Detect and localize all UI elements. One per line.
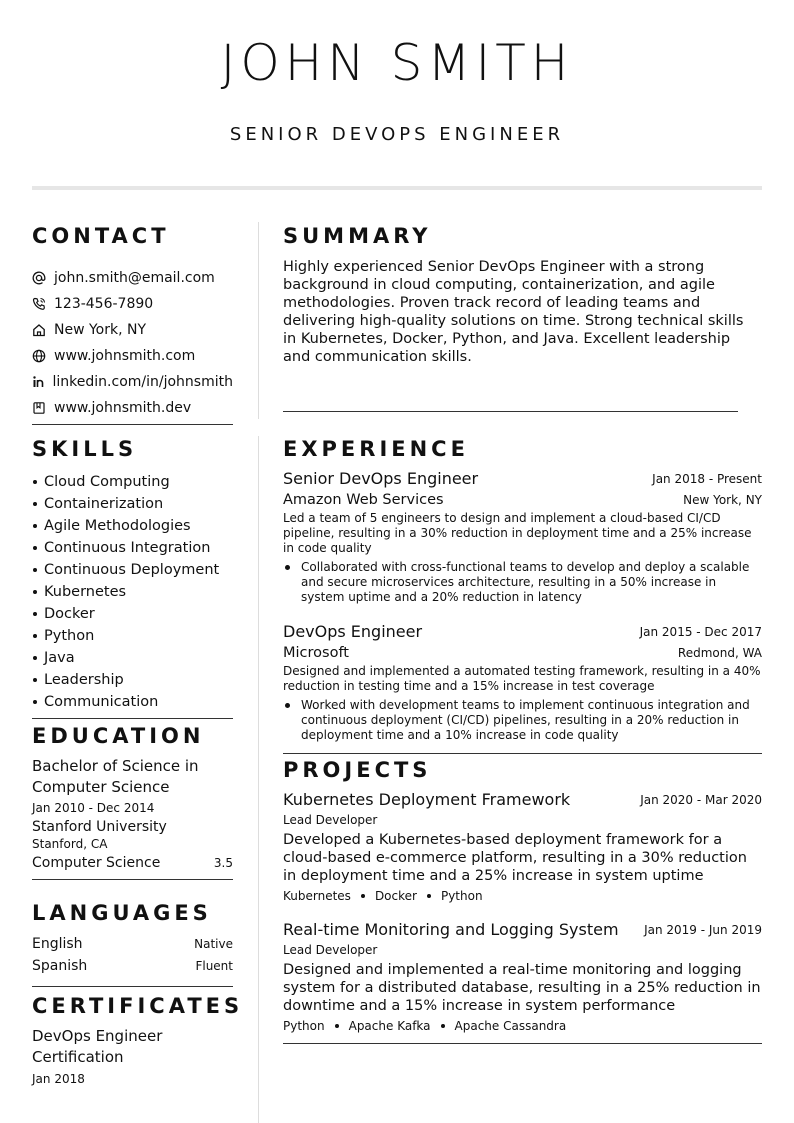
- language-row: [32, 933, 233, 955]
- section-heading: SUMMARY: [283, 224, 432, 248]
- summary-text: Highly experienced Senior DevOps Engineer with a strong background in cloud computing, containerization, and agile methodologies. Proven track record of leading teams and delivering high-quality solutions on time. Strong technical skills in Kubernetes, Docker, Python, and Java. Excellent leadership and communication skills.: [283, 259, 744, 365]
- project-entry: [283, 920, 762, 1033]
- bullet-icon: [33, 656, 37, 660]
- section-divider: [283, 411, 738, 412]
- project-tag: Docker: [374, 889, 417, 903]
- bullet-icon: [33, 480, 37, 484]
- home-icon: [32, 323, 54, 337]
- bullet-icon: [33, 524, 37, 528]
- skill-item: [32, 537, 233, 559]
- job-bullet: [283, 698, 762, 743]
- skill-label: Kubernetes: [44, 584, 127, 600]
- job-header: [283, 469, 762, 488]
- contact-text: www.johnsmith.com: [54, 348, 196, 364]
- project-description: Designed and implemented a real-time monitoring and logging system for a distributed database, resulting in a 25% reduction in downtime and a 15% increase in system performance: [283, 962, 761, 1014]
- section-divider: [32, 424, 233, 425]
- language-name: English: [32, 936, 83, 952]
- skill-label: Continuous Integration: [44, 540, 211, 556]
- contact-location: [32, 317, 233, 343]
- skill-item: [32, 471, 233, 493]
- job-header: [283, 622, 762, 641]
- skill-item: [32, 581, 233, 603]
- field-of-study: Computer Science: [32, 855, 161, 871]
- education-section: [32, 724, 233, 880]
- degree: Bachelor of Science in Computer Science: [32, 757, 199, 796]
- phone-icon: [32, 297, 54, 311]
- job-entry: [283, 622, 762, 743]
- skill-label: Docker: [44, 606, 95, 622]
- project-tag: Python: [440, 889, 483, 903]
- job-dates: Jan 2018 - Present: [652, 471, 762, 486]
- section-divider: [32, 718, 233, 719]
- section-heading: LANGUAGES: [32, 901, 212, 925]
- candidate-name: JOHN SMITH: [220, 34, 574, 92]
- project-role: Lead Developer: [283, 813, 378, 827]
- contact-text: john.smith@email.com: [54, 270, 215, 286]
- job-dates: Jan 2015 - Dec 2017: [639, 624, 762, 639]
- certificate-date: Jan 2018: [32, 1072, 85, 1086]
- project-header: [283, 920, 762, 939]
- bullet-icon: [33, 678, 37, 682]
- linkedin-icon: [32, 375, 53, 389]
- column-divider-top: [258, 222, 259, 419]
- section-divider: [283, 1043, 762, 1044]
- contact-website[interactable]: [32, 343, 233, 369]
- job-title: SENIOR DEVOPS ENGINEER: [229, 124, 565, 145]
- job-bullet: [283, 560, 762, 605]
- skill-item: [32, 515, 233, 537]
- job-entry: [283, 469, 762, 605]
- skill-item: [32, 493, 233, 515]
- skill-label: Containerization: [44, 496, 164, 512]
- project-tag: Python: [283, 1019, 325, 1033]
- skill-item: [32, 669, 233, 691]
- contact-text: New York, NY: [54, 322, 147, 338]
- company-name: Amazon Web Services: [283, 492, 444, 508]
- separator-dot: [441, 1024, 445, 1028]
- contact-portfolio[interactable]: [32, 395, 233, 421]
- summary-section: [283, 224, 753, 366]
- bullet-icon: [33, 568, 37, 572]
- job-location: Redmond, WA: [677, 646, 762, 660]
- contact-section: [32, 224, 233, 425]
- project-tag: Apache Cassandra: [454, 1019, 567, 1033]
- project-tags: [283, 1019, 762, 1033]
- skill-label: Java: [44, 650, 75, 666]
- school-location: Stanford, CA: [32, 837, 108, 851]
- skill-item: [32, 603, 233, 625]
- skill-label: Python: [44, 628, 95, 644]
- project-header: [283, 790, 762, 809]
- project-dates: Jan 2020 - Mar 2020: [640, 792, 762, 807]
- skill-label: Continuous Deployment: [44, 562, 220, 578]
- skills-list: [32, 471, 233, 713]
- section-heading: EDUCATION: [32, 724, 205, 748]
- separator-dot: [335, 1024, 339, 1028]
- school-name: Stanford University: [32, 819, 167, 835]
- bullet-icon: [33, 546, 37, 550]
- skill-item: [32, 625, 233, 647]
- job-subheader: [283, 492, 762, 508]
- bullet-text: Collaborated with cross-functional teams to develop and deploy a scalable and secure microservices architecture, resulting in a 50% increase in system uptime and a 20% reduction in latency: [301, 560, 750, 604]
- section-heading: CONTACT: [32, 224, 170, 248]
- project-title: Kubernetes Deployment Framework: [283, 790, 571, 809]
- globe-icon: [32, 349, 54, 363]
- column-divider-bottom: [258, 436, 259, 1123]
- contact-text: 123-456-7890: [54, 296, 154, 312]
- job-description: Led a team of 5 engineers to design and implement a cloud-based CI/CD pipeline, resulting in a 30% reduction in deployment time and a 25% increase in code quality: [283, 511, 752, 555]
- section-divider: [32, 879, 233, 880]
- skill-label: Leadership: [44, 672, 124, 688]
- job-subheader: [283, 645, 762, 661]
- bullet-icon: [285, 703, 290, 708]
- section-heading: PROJECTS: [283, 758, 432, 782]
- bullet-icon: [33, 502, 37, 506]
- section-heading: SKILLS: [32, 437, 138, 461]
- contact-text: linkedin.com/in/johnsmith: [52, 374, 233, 390]
- project-tag: Kubernetes: [283, 889, 351, 903]
- certificates-section: [32, 994, 244, 1086]
- skills-section: [32, 437, 233, 719]
- contact-text: www.johnsmith.dev: [54, 400, 192, 416]
- project-title: Real-time Monitoring and Logging System: [283, 920, 619, 939]
- project-tag: Apache Kafka: [348, 1019, 431, 1033]
- at-icon: [32, 271, 54, 285]
- language-level: Fluent: [195, 959, 233, 973]
- bullet-icon: [33, 634, 37, 638]
- skill-item: [32, 559, 233, 581]
- project-role: Lead Developer: [283, 943, 378, 957]
- skill-item: [32, 647, 233, 669]
- company-name: Microsoft: [283, 645, 349, 661]
- project-dates: Jan 2019 - Jun 2019: [644, 922, 762, 937]
- contact-email[interactable]: [32, 265, 233, 291]
- language-level: Native: [194, 937, 233, 951]
- projects-section: [283, 758, 762, 1044]
- separator-dot: [427, 894, 431, 898]
- bullet-icon: [33, 700, 37, 704]
- experience-section: [283, 437, 762, 754]
- section-heading: CERTIFICATES: [32, 994, 244, 1018]
- job-location: New York, NY: [683, 493, 762, 507]
- skill-label: Cloud Computing: [44, 474, 170, 490]
- language-row: [32, 955, 233, 977]
- bullet-icon: [285, 565, 290, 570]
- skill-item: [32, 691, 233, 713]
- bullet-icon: [33, 612, 37, 616]
- gpa: 3.5: [213, 856, 233, 870]
- separator-dot: [361, 894, 365, 898]
- education-dates: Jan 2010 - Dec 2014: [32, 801, 155, 815]
- languages-section: [32, 901, 233, 987]
- section-divider: [283, 753, 762, 754]
- skill-label: Agile Methodologies: [44, 518, 191, 534]
- project-entry: [283, 790, 762, 903]
- portfolio-icon: [32, 401, 54, 415]
- contact-phone[interactable]: [32, 291, 233, 317]
- bullet-text: Worked with development teams to implement continuous integration and continuous deployment (CI/CD) pipelines, resulting in a 20% reduction in deployment time and a 10% increase in code quality: [301, 698, 750, 742]
- job-description: Designed and implemented a automated testing framework, resulting in a 40% reduction in testing time and a 15% increase in test coverage: [283, 664, 761, 693]
- bullet-icon: [33, 590, 37, 594]
- project-tags: [283, 889, 762, 903]
- contact-linkedin[interactable]: [32, 369, 233, 395]
- job-role: Senior DevOps Engineer: [283, 469, 479, 488]
- job-role: DevOps Engineer: [283, 622, 423, 641]
- header-divider: [32, 186, 762, 190]
- section-heading: EXPERIENCE: [283, 437, 469, 461]
- language-name: Spanish: [32, 958, 88, 974]
- project-description: Developed a Kubernetes-based deployment framework for a cloud-based e-commerce platform, resulting in a 30% reduction in deployment time and a 25% increase in system uptime: [283, 832, 747, 884]
- certificate-name: DevOps Engineer Certification: [32, 1027, 163, 1066]
- education-field-row: [32, 855, 233, 871]
- section-divider: [32, 986, 233, 987]
- skill-label: Communication: [44, 694, 159, 710]
